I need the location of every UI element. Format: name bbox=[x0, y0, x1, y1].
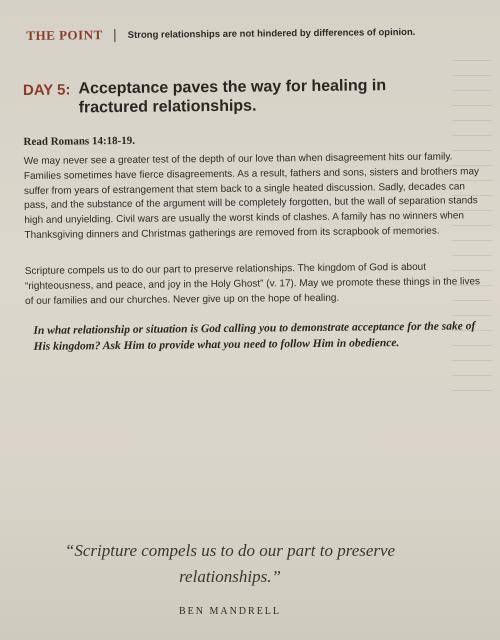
page-header bbox=[26, 23, 476, 44]
pull-quote: “Scripture compels us to do our part to preserve relationships.” bbox=[64, 541, 396, 586]
header-divider bbox=[115, 29, 116, 42]
section-title: THE POINT bbox=[26, 27, 103, 43]
body-paragraph-2: Scripture compels us to do our part to preserve relationships. The kingdom of God is about “righteousness, and peace, and joy in the Holy Ghost” (v. 17). May we promote these things in the lives of our families and our churches. Never give up on the hope of healing. bbox=[24, 261, 481, 307]
day-title: Acceptance paves the way for healing in fractured relationships. bbox=[78, 77, 387, 117]
scripture-reading: Read Romans 14:18-19. bbox=[23, 134, 136, 148]
day-heading bbox=[23, 75, 479, 118]
quote-author: BEN MANDRELL bbox=[178, 606, 282, 617]
body-paragraph-1: We may never see a greater test of the depth of our love than when disagreement hits our family. Families sometimes have fierce disagreements. As a result, fathers and sons, sisters and brothers may suffer from years of estrangement that stem back to a single heated discussion. Sadly, decades can pass, and the substance of the argument will be completely forgotten, but the wall of separation stands high and unyielding. Civil wars are usually the worst kinds of clashes. A family has no winners when Thanksgiving dinners and Christmas gatherings are removed from its scrapbook of memories. bbox=[23, 151, 480, 241]
day-label: DAY 5: bbox=[22, 81, 71, 99]
point-statement: Strong relationships are not hindered by differences of opinion. bbox=[127, 26, 416, 41]
reflection-question: In what relationship or situation is God calling you to demonstrate acceptance for the sake of His kingdom? Ask Him to provide what you need to follow Him in obedience. bbox=[33, 320, 476, 353]
